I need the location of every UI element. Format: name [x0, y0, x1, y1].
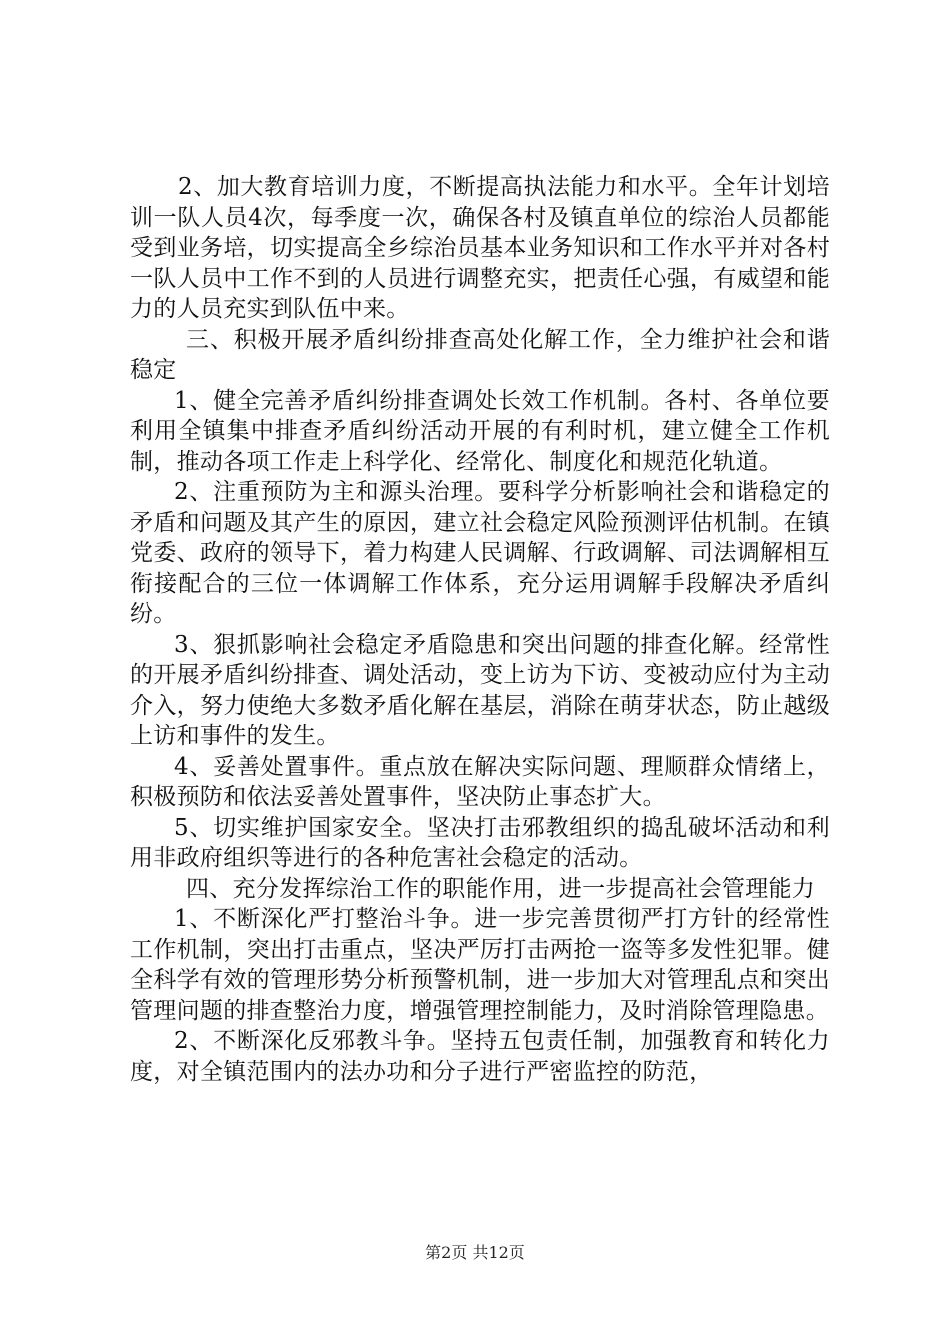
section-heading-four: 四、充分发挥综治工作的职能作用，进一步提高社会管理能力 [186, 875, 816, 902]
paragraph-mechanism: 1、健全完善矛盾纠纷排查调处长效工作机制。各村、各单位要利用全镇集中排查矛盾纠纷活动开展的有利时机，建立健全工作机制，推动各项工作走上科学化、经常化、制度化和规范化轨道。 [130, 387, 830, 475]
paragraph-crackdown: 1、不断深化严打整治斗争。进一步完善贯彻严打方针的经常性工作机制，突出打击重点，坚决严厉打击两抢一盗等多发性犯罪。健全科学有效的管理形势分析预警机制，进一步加大对管理乱点和突出管理问题的排查整治力度，增强管理控制能力，及时消除管理隐患。 [130, 906, 830, 1024]
section-heading-three: 三、积极开展矛盾纠纷排查高处化解工作，全力维护社会和谐稳定 [130, 326, 830, 383]
paragraph-training: 2、加大教育培训力度，不断提高执法能力和水平。全年计划培训一队人员4次，每季度一次，确保各村及镇直单位的综治人员都能受到业务培，切实提高全乡综治员基本业务知识和工作水平并对各村一队人员中工作不到的人员进行调整充实，把责任心强，有威望和能力的人员充实到队伍中来。 [130, 174, 830, 322]
paragraph-hazards: 3、狠抓影响社会稳定矛盾隐患和突出问题的排查化解。经常性的开展矛盾纠纷排查、调处活动，变上访为下访、变被动应付为主动介入，努力使绝大多数矛盾化解在基层，消除在萌芽状态，防止越级上访和事件的发生。 [130, 631, 830, 749]
paragraph-anti-cult: 2、不断深化反邪教斗争。坚持五包责任制，加强教育和转化力度，对全镇范围内的法办功和分子进行严密监控的防范， [130, 1028, 830, 1085]
paragraph-prevention: 2、注重预防为主和源头治理。要科学分析影响社会和谐稳定的矛盾和问题及其产生的原因，建立社会稳定风险预测评估机制。在镇党委、政府的领导下，着力构建人民调解、行政调解、司法调解相互衔接配合的三位一体调解工作体系，充分运用调解手段解决矛盾纠纷。 [130, 479, 830, 627]
document-body [130, 172, 830, 1087]
page-number-footer: 第2页 共12页 [425, 1243, 525, 1262]
paragraph-incidents: 4、妥善处置事件。重点放在解决实际问题、理顺群众情绪上，积极预防和依法妥善处置事件，坚决防止事态扩大。 [130, 753, 830, 810]
paragraph-security: 5、切实维护国家安全。坚决打击邪教组织的捣乱破坏活动和利用非政府组织等进行的各种危害社会稳定的活动。 [130, 814, 830, 871]
